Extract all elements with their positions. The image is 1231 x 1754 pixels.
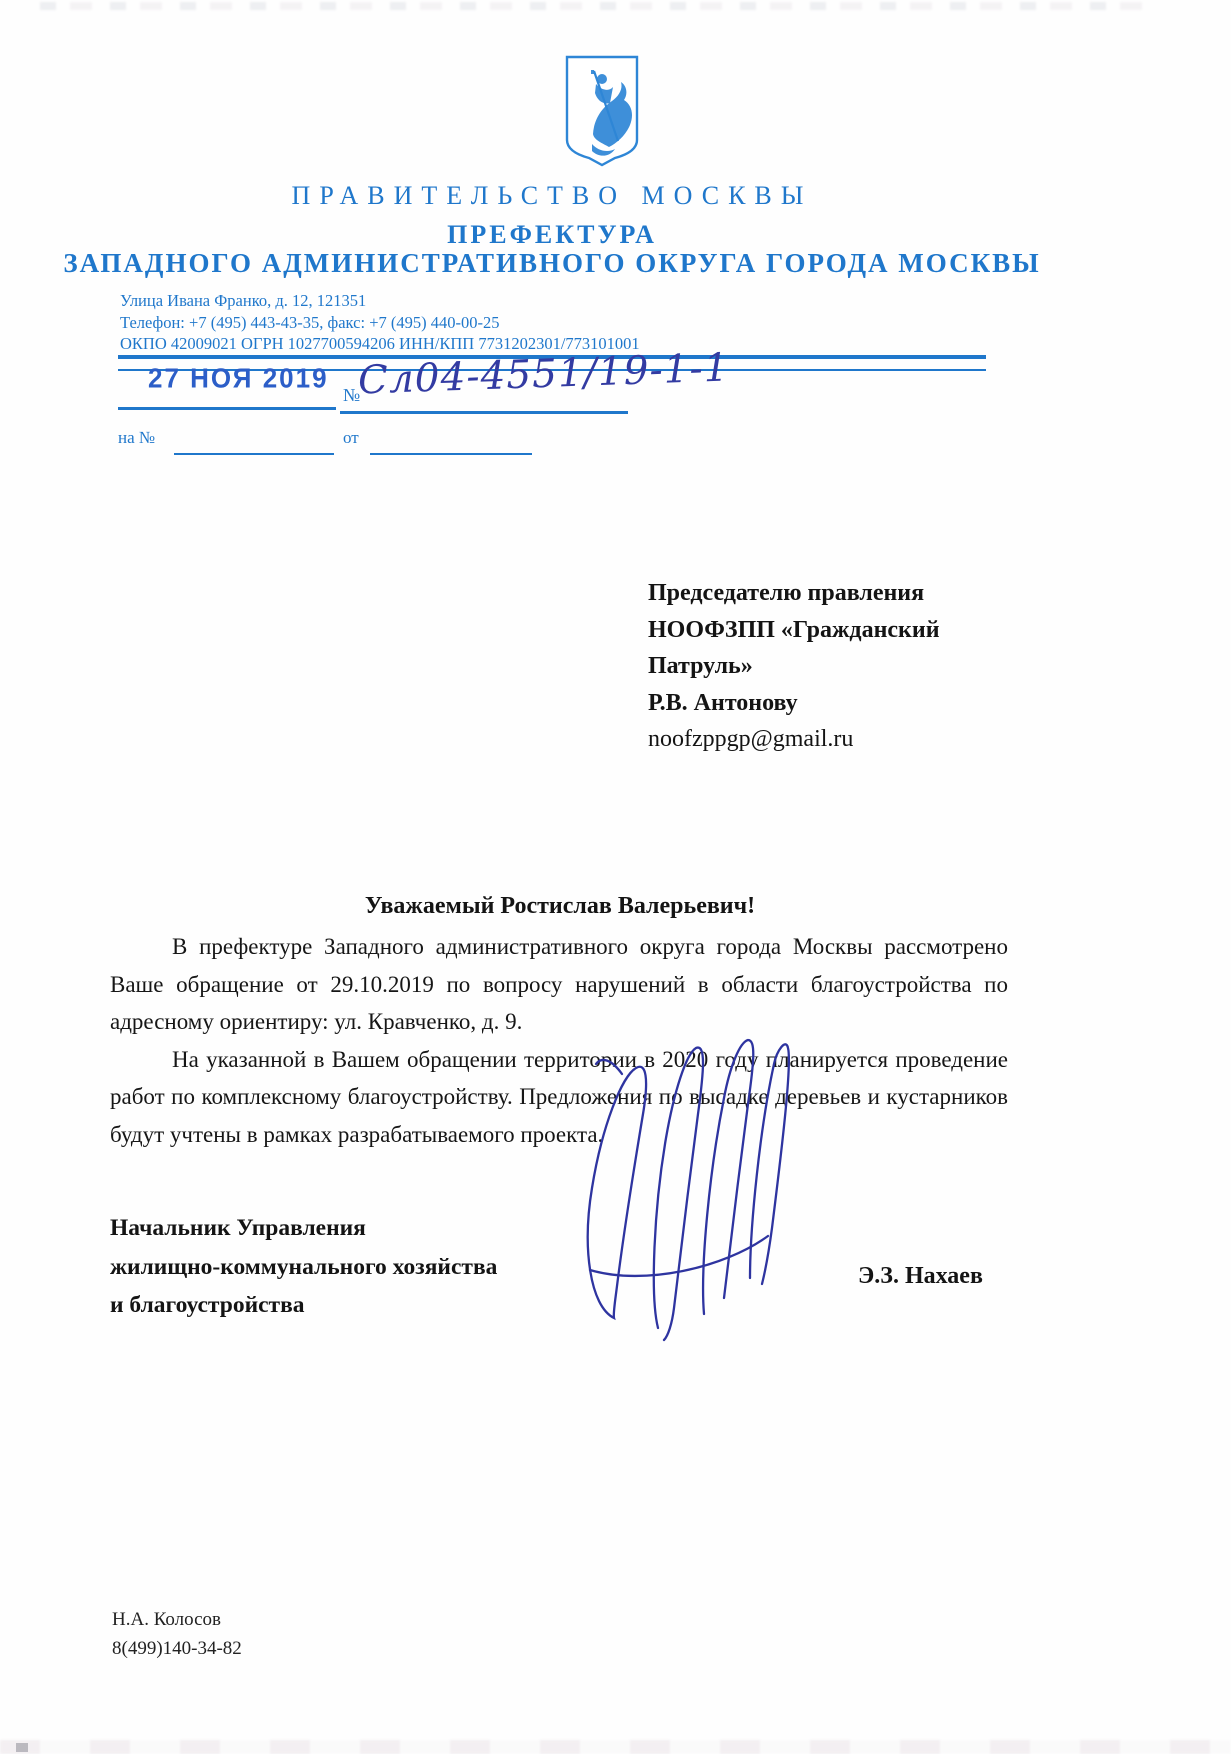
date-underline [118, 407, 336, 410]
body-paragraph: На указанной в Вашем обращении территории в 2020 году планируется проведение работ по комплексному благоустройству. Предложения по высадке деревьев и кустарников будут учтены в рамках разрабатываемого проекта. [110, 1046, 1008, 1147]
address-line: Улица Ивана Франко, д. 12, 121351 [120, 291, 367, 310]
number-value-handwritten: Сл04-4551/19-1-1 [357, 345, 731, 404]
executor-name: Н.А. Колосов [112, 1609, 222, 1630]
date-stamp: 27 НОЯ 2019 [148, 362, 329, 394]
phone-line: Телефон: +7 (495) 443-43-35, факс: +7 (495) 440-00-25 [120, 312, 500, 332]
signer-name: Э.З. Нахаев [858, 1263, 983, 1289]
recipient-line: Патруль» [648, 653, 753, 679]
executor-phone: 8(499)140-34-82 [112, 1638, 242, 1659]
signer-position-line: и благоустройства [110, 1292, 305, 1318]
recipient-line: НООФЗПП «Гражданский [648, 616, 940, 643]
in-reply-number-underline [174, 453, 334, 455]
number-label: № [343, 385, 361, 405]
scan-artifact-bottom [0, 1740, 1231, 1754]
recipient-block [648, 575, 1088, 758]
recipient-line: Р.В. Антонову [648, 689, 798, 716]
number-underline [340, 411, 628, 414]
prefecture-title: ПРЕФЕКТУРА [447, 220, 657, 249]
recipient-email: noofzppgp@gmail.ru [648, 726, 854, 752]
scan-artifact-top [40, 2, 1160, 10]
in-reply-number-label: на № [118, 428, 156, 447]
government-title: ПРАВИТЕЛЬСТВО МОСКВЫ [291, 181, 813, 210]
scan-artifact-corner [16, 1743, 28, 1752]
district-title: ЗАПАДНОГО АДМИНИСТРАТИВНОГО ОКРУГА ГОРОДА МОСКВЫ [63, 248, 1041, 278]
executor-block [112, 1605, 242, 1663]
moscow-coat-of-arms-icon [563, 54, 641, 167]
in-reply-date-label: от [343, 428, 359, 447]
registration-line: ОКПО 42009021 ОГРН 1027700594206 ИНН/КПП 7731202301/773101001 [120, 334, 640, 353]
signature-autograph-icon [552, 1016, 800, 1346]
body-paragraph: В префектуре Западного административного округа города Москвы рассмотрено Ваше обращение от 29.10.2019 по вопросу нарушений в области благоустройства по адресному ориентиру: ул. Кравченко, д. 9. [110, 934, 1008, 1035]
letterhead-contact-block [120, 290, 640, 355]
recipient-line: Председателю правления [648, 580, 925, 606]
signer-position-line: жилищно-коммунального хозяйства [110, 1253, 498, 1280]
signer-position-line: Начальник Управления [110, 1215, 366, 1241]
in-reply-date-underline [370, 453, 532, 455]
salutation: Уважаемый Ростислав Валерьевич! [364, 893, 756, 919]
